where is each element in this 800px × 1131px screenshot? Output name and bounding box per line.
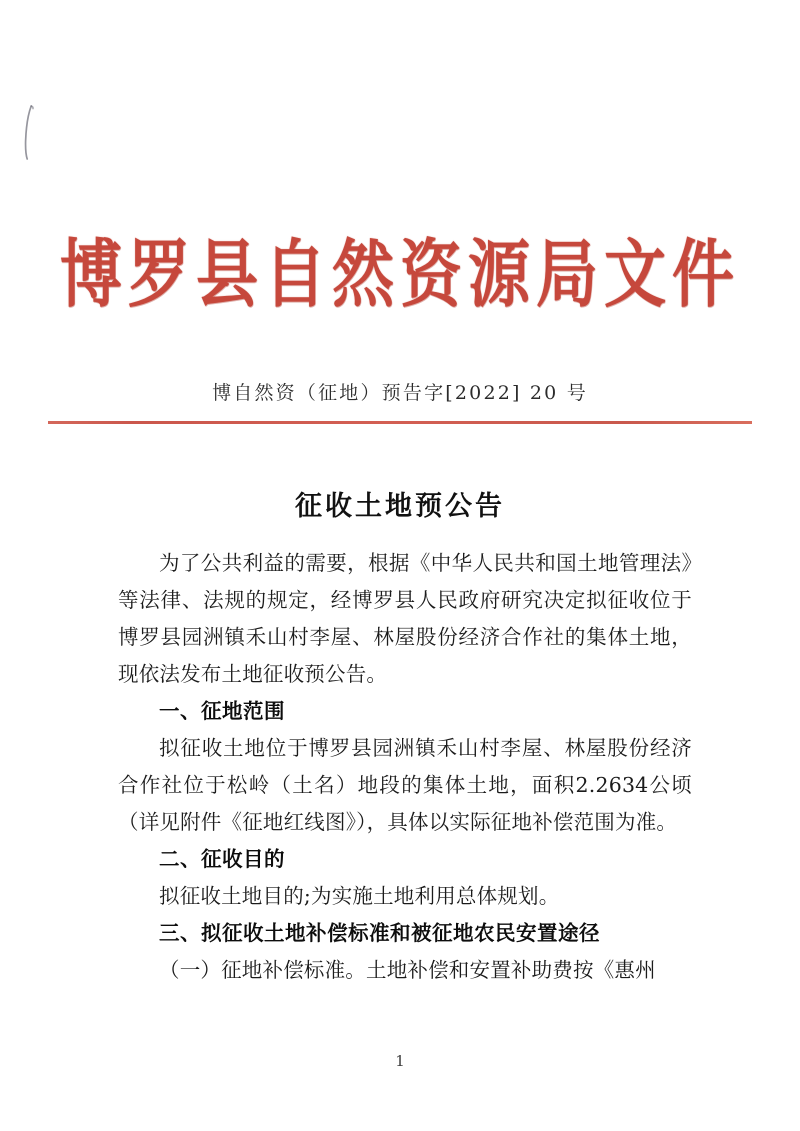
document-number: 博自然资（征地）预告字[2022] 20 号	[212, 382, 588, 404]
intro-paragraph: 为了公共利益的需要，根据《中华人民共和国土地管理法》等法律、法规的规定，经博罗县人民政府研究决定拟征收位于博罗县园洲镇禾山村李屋、林屋股份经济合作社的集体土地，现依法发布土地征收预公告。	[118, 551, 692, 686]
masthead-title: 博罗县自然资源局文件	[59, 231, 740, 318]
page-number: 1	[395, 1052, 405, 1070]
section-paragraph-3: （一）征地补偿标准。土地补偿和安置补助费按《惠州	[159, 958, 656, 982]
section-heading-2: 二、征收目的	[159, 847, 285, 871]
section-heading-3: 三、拟征收土地补偿标准和被征地农民安置途径	[159, 921, 600, 945]
section-paragraph-2: 拟征收土地目的;为实施土地利用总体规划。	[159, 884, 560, 908]
page-title: 征收土地预公告	[295, 491, 505, 523]
handwritten-mark-icon	[22, 105, 38, 161]
section-paragraph-1: 拟征收土地位于博罗县园洲镇禾山村李屋、林屋股份经济合作社位于松岭（土名）地段的集体土地，面积2.2634公顷（详见附件《征地红线图》），具体以实际征地补偿范围为准。	[118, 736, 692, 834]
red-divider-rule	[48, 421, 752, 424]
document-body	[118, 545, 692, 989]
masthead	[0, 231, 800, 318]
section-heading-1: 一、征地范围	[159, 699, 285, 723]
